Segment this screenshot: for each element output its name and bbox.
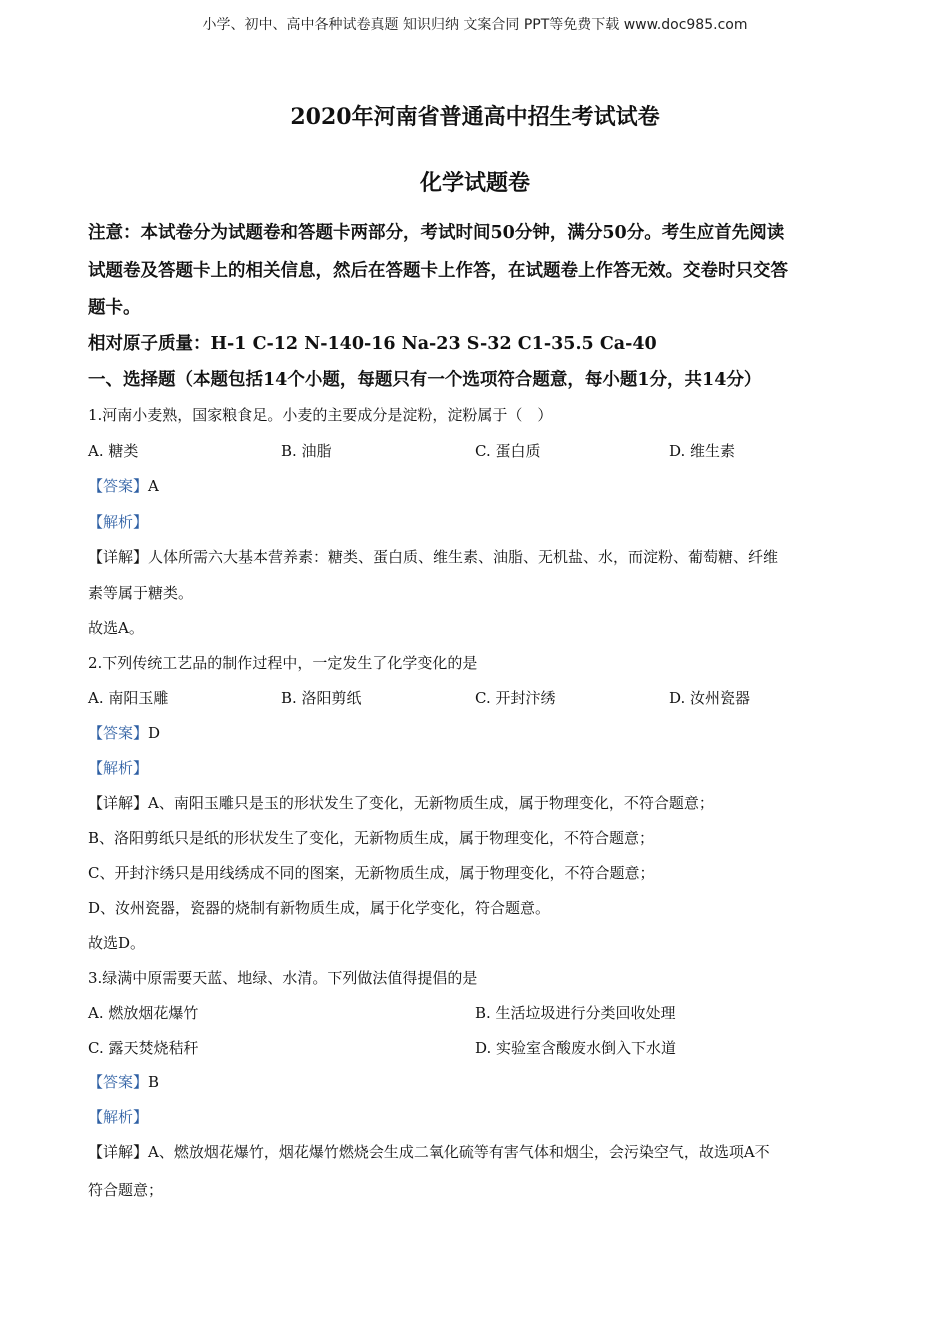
q1-detail-2: 素等属于糖类。	[88, 584, 194, 602]
q1-stem: 1.河南小麦熟，国家粮食足。小麦的主要成分是淀粉，淀粉属于（ ）	[88, 406, 553, 424]
notice-line-3: 题卡。	[88, 298, 141, 318]
q2-analysis-tag: 【解析】	[88, 759, 149, 777]
q1-option-b: B. 油脂	[281, 442, 332, 460]
q1-answer	[88, 475, 159, 496]
answer-value: B	[148, 1073, 160, 1091]
notice-line-2: 试题卷及答题卡上的相关信息，然后在答题卡上作答，在试题卷上作答无效。交卷时只交答	[88, 261, 788, 281]
section-heading: 一、选择题（本题包括14个小题，每题只有一个选项符合题意，每小题1分，共14分）	[88, 370, 762, 390]
q2-option-d: D. 汝州瓷器	[669, 689, 751, 707]
detail-tag: 【详解】	[88, 794, 149, 812]
q3-detail-1	[88, 1141, 770, 1162]
answer-tag: 【答案】	[88, 477, 149, 495]
q1-detail-1	[88, 546, 778, 567]
q2-answer	[88, 722, 160, 743]
q2-stem: 2.下列传统工艺品的制作过程中，一定发生了化学变化的是	[88, 654, 478, 672]
q1-analysis-tag: 【解析】	[88, 513, 149, 531]
q3-option-a: A. 燃放烟花爆竹	[88, 1004, 199, 1022]
q3-detail-2: 符合题意；	[88, 1181, 164, 1199]
detail-text: 人体所需六大基本营养素：糖类、蛋白质、维生素、油脂、无机盐、水，而淀粉、葡萄糖、纤维	[148, 548, 779, 566]
q1-conclusion: 故选A。	[88, 619, 144, 637]
atomic-masses: 相对原子质量：H-1 C-12 N-140-16 Na-23 S-32 C1-35.5 Ca-40	[88, 334, 657, 354]
q1-option-a: A. 糖类	[88, 442, 139, 460]
q2-detail-3: C、开封汴绣只是用线绣成不同的图案，无新物质生成，属于物理变化，不符合题意；	[88, 864, 655, 882]
q1-option-c: C. 蛋白质	[475, 442, 541, 460]
q3-analysis-tag: 【解析】	[88, 1108, 149, 1126]
detail-text: A、燃放烟花爆竹，烟花爆竹燃烧会生成二氧化硫等有害气体和烟尘，会污染空气，故选项A不	[148, 1143, 770, 1161]
site-header: 小学、初中、高中各种试卷真题 知识归纳 文案合同 PPT等免费下载 www.doc985.com	[202, 17, 748, 33]
q2-option-b: B. 洛阳剪纸	[281, 689, 362, 707]
answer-tag: 【答案】	[88, 1073, 149, 1091]
q2-detail-1	[88, 792, 714, 813]
detail-tag: 【详解】	[88, 1143, 149, 1161]
notice-line-1: 注意：本试卷分为试题卷和答题卡两部分，考试时间50分钟，满分50分。考生应首先阅读	[88, 223, 785, 243]
q2-option-c: C. 开封汴绣	[475, 689, 556, 707]
q3-option-b: B. 生活垃圾进行分类回收处理	[475, 1004, 676, 1022]
q2-conclusion: 故选D。	[88, 934, 146, 952]
detail-text: A、南阳玉雕只是玉的形状发生了变化，无新物质生成，属于物理变化，不符合题意；	[148, 794, 714, 812]
answer-tag: 【答案】	[88, 724, 149, 742]
answer-value: D	[148, 724, 161, 742]
answer-value: A	[148, 477, 159, 495]
q2-detail-2: B、洛阳剪纸只是纸的形状发生了变化，无新物质生成，属于物理变化，不符合题意；	[88, 829, 655, 847]
page-title: 2020年河南省普通高中招生考试试卷	[290, 104, 660, 130]
q3-answer	[88, 1071, 159, 1092]
q3-stem: 3.绿满中原需要天蓝、地绿、水清。下列做法值得提倡的是	[88, 969, 478, 987]
detail-tag: 【详解】	[88, 548, 149, 566]
q2-detail-4: D、汝州瓷器，瓷器的烧制有新物质生成，属于化学变化，符合题意。	[88, 899, 551, 917]
q1-option-d: D. 维生素	[669, 442, 736, 460]
page-subtitle: 化学试题卷	[419, 170, 530, 196]
q3-option-d: D. 实验室含酸废水倒入下水道	[475, 1039, 677, 1057]
q2-option-a: A. 南阳玉雕	[88, 689, 169, 707]
q3-option-c: C. 露天焚烧秸秆	[88, 1039, 199, 1057]
